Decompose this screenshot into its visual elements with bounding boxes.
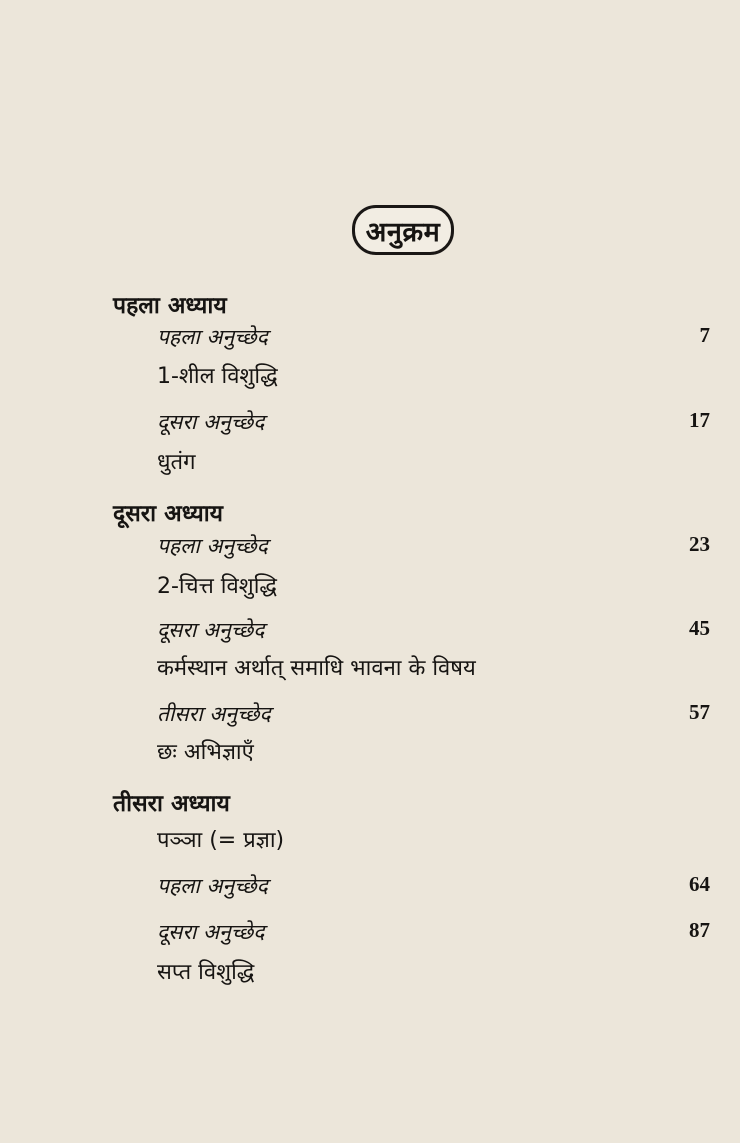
contents-heading: अनुक्रम <box>365 216 441 248</box>
chapter-2-section-2-topic: कर्मस्थान अर्थात् समाधि भावना के विषय <box>157 656 476 681</box>
chapter-2-section-3-page: 57 <box>689 700 710 724</box>
chapter-3-section-1-page: 64 <box>689 872 710 896</box>
chapter-1-section-2-label: दूसरा अनुच्छेद <box>157 410 265 434</box>
chapter-1-section-1-page: 7 <box>699 323 710 347</box>
chapter-3-section-2-page: 87 <box>689 918 710 942</box>
chapter-2-title: दूसरा अध्याय <box>113 501 223 527</box>
chapter-2-section-2-page: 45 <box>689 616 710 640</box>
chapter-3-subtitle: पञ्ञा (= प्रज्ञा) <box>157 828 285 853</box>
chapter-2-section-1-page: 23 <box>689 532 710 556</box>
chapter-1-section-2-page: 17 <box>689 408 710 432</box>
chapter-2-section-1-topic: 2-चित्त विशुद्धि <box>157 574 277 599</box>
chapter-1-section-2-topic: धुतंग <box>157 450 196 475</box>
contents-heading-badge <box>352 205 454 255</box>
chapter-2-section-2-label: दूसरा अनुच्छेद <box>157 618 265 642</box>
chapter-3-section-2-label: दूसरा अनुच्छेद <box>157 920 265 944</box>
chapter-2-section-3-label: तीसरा अनुच्छेद <box>157 702 271 726</box>
chapter-2-section-3-topic: छः अभिज्ञाएँ <box>157 740 254 765</box>
chapter-1-section-1-label: पहला अनुच्छेद <box>157 325 268 349</box>
chapter-1-title: पहला अध्याय <box>113 293 227 319</box>
chapter-1-section-1-topic: 1-शील विशुद्धि <box>157 364 278 389</box>
chapter-3-title: तीसरा अध्याय <box>113 791 230 817</box>
chapter-3-section-2-topic: सप्त विशुद्धि <box>157 960 255 985</box>
chapter-3-section-1-label: पहला अनुच्छेद <box>157 874 268 898</box>
chapter-2-section-1-label: पहला अनुच्छेद <box>157 534 268 558</box>
